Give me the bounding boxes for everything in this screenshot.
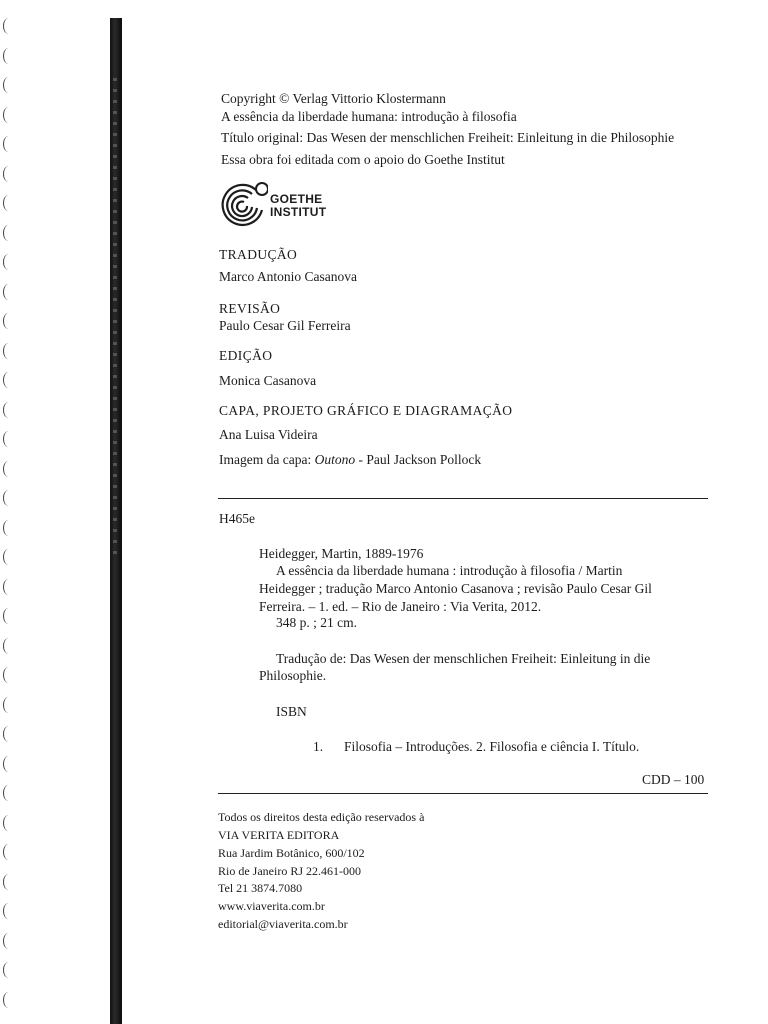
catalog-top-rule bbox=[218, 498, 708, 499]
catalog-subjects-number: 1. bbox=[313, 739, 324, 754]
binding-strip bbox=[110, 18, 122, 1024]
binding-hole bbox=[3, 225, 14, 241]
binding-hole bbox=[3, 77, 14, 93]
publisher-address: Rua Jardim Botânico, 600/102 bbox=[218, 846, 365, 860]
support-line: Essa obra foi editada com o apoio do Goethe Institut bbox=[221, 152, 505, 167]
catalog-code: H465e bbox=[219, 511, 255, 526]
publisher-email: editorial@viaverita.com.br bbox=[218, 917, 348, 931]
binding-hole bbox=[3, 195, 14, 211]
goethe-institut-icon bbox=[218, 180, 268, 230]
binding-hole bbox=[3, 756, 14, 772]
binding-hole bbox=[3, 313, 14, 329]
binding-hole bbox=[3, 372, 14, 388]
logo-text-institut: INSTITUT bbox=[270, 205, 327, 219]
rights-line: Todos os direitos desta edição reservados à bbox=[218, 810, 425, 824]
catalog-bottom-rule bbox=[218, 793, 708, 794]
catalog-cdd: CDD – 100 bbox=[642, 772, 705, 787]
review-label: REVISÃO bbox=[219, 301, 281, 316]
binding-hole bbox=[3, 726, 14, 742]
catalog-isbn: ISBN bbox=[276, 704, 307, 719]
binding-hole bbox=[3, 18, 14, 34]
binding-hole bbox=[3, 933, 14, 949]
catalog-note-line: Philosophie. bbox=[259, 668, 327, 683]
original-title-line: Título original: Das Wesen der menschlichen Freiheit: Einleitung in die Philosophie bbox=[221, 130, 675, 145]
binding-hole bbox=[3, 136, 14, 152]
translation-name: Marco Antonio Casanova bbox=[219, 269, 357, 284]
binding-hole bbox=[3, 461, 14, 477]
design-label: CAPA, PROJETO GRÁFICO E DIAGRAMAÇÃO bbox=[219, 403, 513, 418]
book-title-line: A essência da liberdade humana: introdução à filosofia bbox=[221, 109, 517, 124]
publisher-name: VIA VERITA EDITORA bbox=[218, 828, 340, 842]
catalog-author: Heidegger, Martin, 1889-1976 bbox=[259, 546, 424, 561]
binding-holes bbox=[0, 0, 24, 1024]
publisher-city: Rio de Janeiro RJ 22.461-000 bbox=[218, 864, 361, 878]
goethe-institut-logo bbox=[218, 180, 338, 230]
catalog-entry-line: Ferreira. – 1. ed. – Rio de Janeiro : Via Verita, 2012. bbox=[259, 599, 542, 614]
review-name: Paulo Cesar Gil Ferreira bbox=[219, 318, 351, 333]
cover-image-suffix: - Paul Jackson Pollock bbox=[355, 452, 482, 467]
binding-hole bbox=[3, 785, 14, 801]
binding-hole bbox=[3, 697, 14, 713]
binding-hole bbox=[3, 254, 14, 270]
binding-hole bbox=[3, 608, 14, 624]
binding-hole bbox=[3, 284, 14, 300]
binding-hole bbox=[3, 638, 14, 654]
binding-hole bbox=[3, 815, 14, 831]
publisher-website: www.viaverita.com.br bbox=[218, 899, 325, 913]
catalog-note-line: Tradução de: Das Wesen der menschlichen Freiheit: Einleitung in die bbox=[276, 651, 651, 666]
binding-hole bbox=[3, 166, 14, 182]
binding-hole bbox=[3, 520, 14, 536]
edition-name: Monica Casanova bbox=[219, 373, 317, 388]
copyright-line: Copyright © Verlag Vittorio Klostermann bbox=[221, 91, 446, 106]
catalog-entry-line: A essência da liberdade humana : introdução à filosofia / Martin bbox=[276, 563, 623, 578]
binding-hole bbox=[3, 402, 14, 418]
binding-hole bbox=[3, 343, 14, 359]
binding-hole bbox=[3, 431, 14, 447]
binding-hole bbox=[3, 490, 14, 506]
binding-hole bbox=[3, 992, 14, 1008]
catalog-pages: 348 p. ; 21 cm. bbox=[276, 615, 357, 630]
binding-hole bbox=[3, 107, 14, 123]
binding-hole bbox=[3, 579, 14, 595]
catalog-subjects: Filosofia – Introduções. 2. Filosofia e ciência I. Título. bbox=[344, 739, 640, 754]
publisher-phone: Tel 21 3874.7080 bbox=[218, 881, 303, 895]
binding-hole bbox=[3, 48, 14, 64]
design-name: Ana Luisa Videira bbox=[219, 427, 318, 442]
cover-image-credit bbox=[219, 451, 481, 469]
binding-hole bbox=[3, 549, 14, 565]
binding-hole bbox=[3, 874, 14, 890]
binding-hole bbox=[3, 903, 14, 919]
cover-image-prefix: Imagem da capa: bbox=[219, 452, 315, 467]
binding-hole bbox=[3, 844, 14, 860]
logo-text-goethe: GOETHE bbox=[270, 192, 323, 206]
edition-label: EDIÇÃO bbox=[219, 348, 273, 363]
cover-image-title: Outono bbox=[314, 452, 356, 467]
binding-hole bbox=[3, 962, 14, 978]
binding-hole bbox=[3, 667, 14, 683]
translation-label: TRADUÇÃO bbox=[219, 247, 298, 262]
catalog-entry-line: Heidegger ; tradução Marco Antonio Casanova ; revisão Paulo Cesar Gil bbox=[259, 581, 652, 596]
